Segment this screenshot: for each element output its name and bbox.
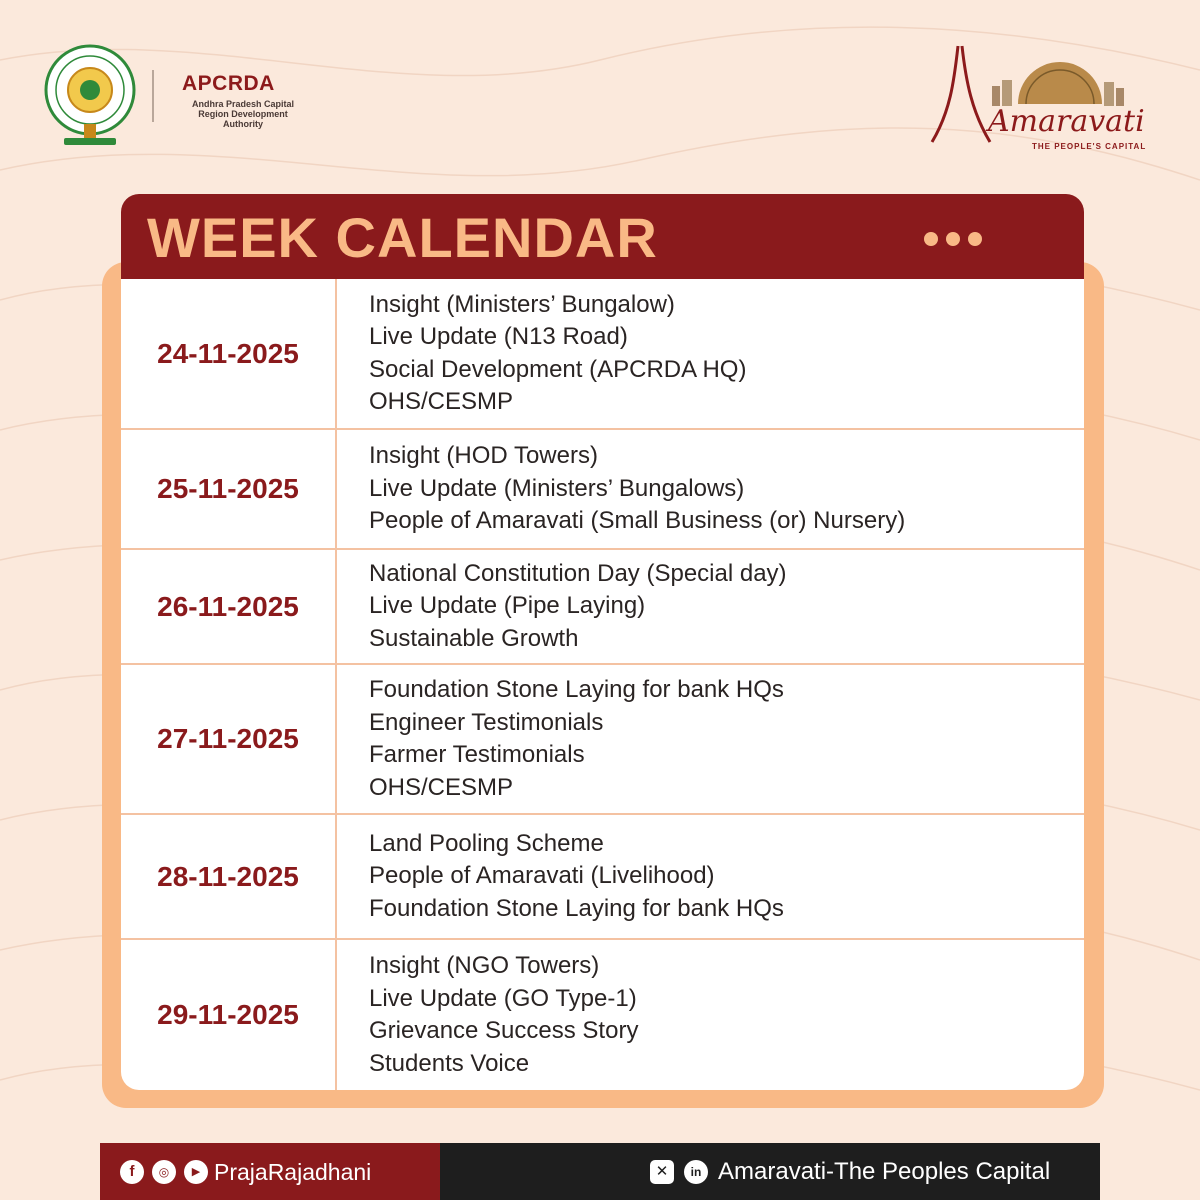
row-items xyxy=(369,430,905,548)
header-divider xyxy=(152,70,154,122)
row-item: Foundation Stone Laying for bank HQs xyxy=(369,676,784,703)
row-item: Social Development (APCRDA HQ) xyxy=(369,355,747,383)
row-date: 29-11-2025 xyxy=(157,999,299,1030)
row-item: Engineer Testimonials xyxy=(369,708,604,736)
row-items xyxy=(369,940,638,1090)
calendar-table xyxy=(121,279,1084,1090)
calendar-header xyxy=(121,194,1084,279)
calendar-row-26 xyxy=(121,550,1084,665)
calendar-row-27 xyxy=(121,665,1084,815)
social-handle[interactable]: PrajaRajadhani xyxy=(214,1159,372,1185)
footer-bar xyxy=(100,1143,1100,1200)
row-date: 27-11-2025 xyxy=(157,723,299,754)
row-item: National Constitution Day (Special day) xyxy=(369,559,787,587)
brand-tagline: THE PEOPLE'S CAPITAL xyxy=(1032,142,1147,151)
calendar-row-29 xyxy=(121,940,1084,1090)
row-item: Insight (NGO Towers) xyxy=(369,952,600,979)
calendar-row-25 xyxy=(121,430,1084,550)
row-item: Farmer Testimonials xyxy=(369,741,585,768)
footer-slant xyxy=(412,1143,440,1200)
row-date: 24-11-2025 xyxy=(157,337,299,369)
row-item: People of Amaravati (Livelihood) xyxy=(369,862,715,890)
row-date: 26-11-2025 xyxy=(157,590,299,622)
row-item: Foundation Stone Laying for bank HQs xyxy=(369,894,784,922)
row-item: Live Update (Ministers’ Bungalows) xyxy=(369,474,745,502)
more-dots-icon xyxy=(924,232,982,246)
row-date: 28-11-2025 xyxy=(157,860,299,892)
calendar-row-28 xyxy=(121,815,1084,940)
brand-wordmark: Amaravati xyxy=(988,104,1145,139)
calendar-title: WEEK CALENDAR xyxy=(147,206,658,269)
row-items xyxy=(369,550,787,663)
row-item: OHS/CESMP xyxy=(369,388,514,415)
youtube-icon[interactable]: ▶ xyxy=(184,1160,208,1184)
linkedin-icon[interactable]: in xyxy=(684,1160,708,1184)
calendar-row-24 xyxy=(121,279,1084,430)
row-item: Live Update (N13 Road) xyxy=(369,323,628,350)
row-item: Live Update (Pipe Laying) xyxy=(369,592,646,620)
row-item: Land Pooling Scheme xyxy=(369,829,604,857)
org-abbreviation: APCRDA xyxy=(182,72,275,95)
row-item: Live Update (GO Type-1) xyxy=(369,984,637,1012)
row-date: 25-11-2025 xyxy=(157,473,299,504)
row-items xyxy=(369,279,746,428)
row-item: Insight (HOD Towers) xyxy=(369,442,598,470)
instagram-icon[interactable]: ◎ xyxy=(152,1160,176,1184)
row-item: Students Voice xyxy=(369,1049,530,1077)
row-items xyxy=(369,665,784,813)
footer-tagline[interactable]: Amaravati-The Peoples Capital xyxy=(718,1158,1051,1185)
row-item: People of Amaravati (Small Business (or) Nursery) xyxy=(369,507,906,535)
row-item: Insight (Ministers’ Bungalow) xyxy=(369,290,675,318)
org-full-name: Andhra Pradesh Capital Region Development Authority xyxy=(191,99,295,129)
andhra-pradesh-emblem-icon xyxy=(44,40,136,148)
x-icon[interactable]: ✕ xyxy=(650,1160,674,1184)
row-item: Sustainable Growth xyxy=(369,624,579,652)
row-items xyxy=(369,815,784,938)
row-item: Grievance Success Story xyxy=(369,1017,639,1044)
facebook-icon[interactable]: f xyxy=(120,1160,144,1184)
row-item: OHS/CESMP xyxy=(369,773,514,801)
